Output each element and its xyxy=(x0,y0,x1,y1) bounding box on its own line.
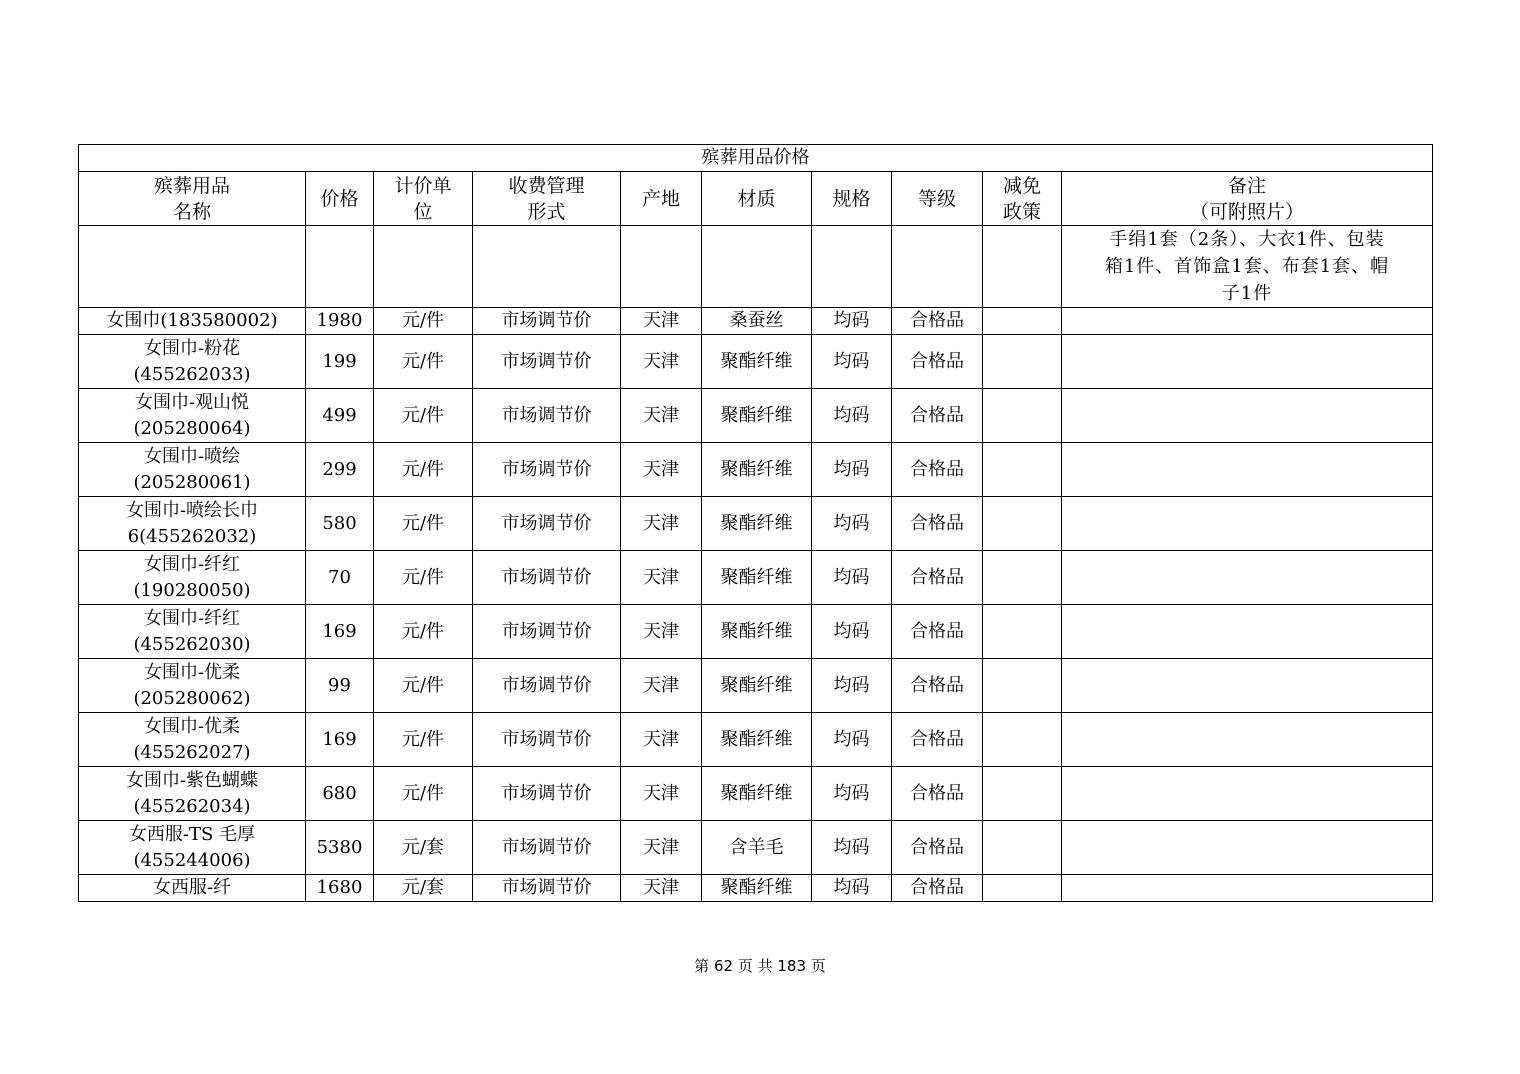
cell-material: 聚酯纤维 xyxy=(702,443,812,497)
cell-price: 299 xyxy=(306,443,374,497)
cell-name-line: (455244006) xyxy=(133,849,251,871)
cell-unit: 元/件 xyxy=(374,551,473,605)
cell-fee-form: 市场调节价 xyxy=(473,767,621,821)
table-row xyxy=(79,335,1433,389)
note-empty-cell xyxy=(621,226,702,308)
table-row xyxy=(79,443,1433,497)
cell-material: 聚酯纤维 xyxy=(702,713,812,767)
cell-unit: 元/件 xyxy=(374,497,473,551)
cell-price: 1680 xyxy=(306,875,374,902)
cell-remark xyxy=(1062,551,1433,605)
cell-spec: 均码 xyxy=(812,713,892,767)
cell-exemption xyxy=(983,443,1062,497)
cell-name xyxy=(79,659,306,713)
cell-unit: 元/件 xyxy=(374,605,473,659)
header-grade: 等级 xyxy=(892,172,983,226)
cell-name-line: 女围巾(183580002) xyxy=(106,310,278,331)
cell-name-line: (455262030) xyxy=(133,633,251,655)
cell-material: 聚酯纤维 xyxy=(702,551,812,605)
remark-note-line1: 手绢1套（2条）、大衣1件、包装 xyxy=(1109,229,1385,250)
table-title: 殡葬用品价格 xyxy=(79,145,1433,172)
cell-origin: 天津 xyxy=(621,497,702,551)
header-exemption-line2: 政策 xyxy=(1002,200,1041,223)
cell-fee-form: 市场调节价 xyxy=(473,443,621,497)
cell-name xyxy=(79,335,306,389)
cell-grade: 合格品 xyxy=(892,443,983,497)
cell-name xyxy=(79,497,306,551)
page-footer xyxy=(0,955,1520,976)
note-empty-cell xyxy=(983,226,1062,308)
note-empty-cell xyxy=(374,226,473,308)
cell-name xyxy=(79,821,306,875)
cell-spec: 均码 xyxy=(812,551,892,605)
cell-unit: 元/套 xyxy=(374,821,473,875)
cell-name-line: (455262027) xyxy=(133,741,251,763)
cell-unit: 元/套 xyxy=(374,875,473,902)
cell-price: 169 xyxy=(306,713,374,767)
table-header-row xyxy=(79,172,1433,226)
cell-price: 580 xyxy=(306,497,374,551)
cell-material: 聚酯纤维 xyxy=(702,875,812,902)
cell-name-line: 女围巾-优柔 xyxy=(143,661,241,683)
cell-exemption xyxy=(983,497,1062,551)
cell-fee-form: 市场调节价 xyxy=(473,335,621,389)
cell-name xyxy=(79,443,306,497)
cell-grade: 合格品 xyxy=(892,875,983,902)
header-exemption-line1: 减免 xyxy=(1002,174,1041,197)
cell-origin: 天津 xyxy=(621,551,702,605)
cell-material: 桑蚕丝 xyxy=(702,308,812,335)
cell-material: 含羊毛 xyxy=(702,821,812,875)
header-fee-form xyxy=(473,172,621,226)
header-unit-line2: 位 xyxy=(413,200,433,223)
cell-fee-form: 市场调节价 xyxy=(473,821,621,875)
header-remark-line1: 备注 xyxy=(1228,174,1267,197)
cell-name-line: (455262034) xyxy=(133,795,251,817)
table-row xyxy=(79,551,1433,605)
header-fee-form-line1: 收费管理 xyxy=(508,174,585,197)
cell-unit: 元/件 xyxy=(374,308,473,335)
cell-remark xyxy=(1062,389,1433,443)
cell-fee-form: 市场调节价 xyxy=(473,497,621,551)
note-empty-cell xyxy=(812,226,892,308)
header-origin: 产地 xyxy=(621,172,702,226)
cell-spec: 均码 xyxy=(812,497,892,551)
cell-exemption xyxy=(983,551,1062,605)
cell-price: 499 xyxy=(306,389,374,443)
cell-remark xyxy=(1062,497,1433,551)
cell-fee-form: 市场调节价 xyxy=(473,389,621,443)
cell-origin: 天津 xyxy=(621,821,702,875)
cell-unit: 元/件 xyxy=(374,335,473,389)
cell-name xyxy=(79,767,306,821)
table-row xyxy=(79,497,1433,551)
cell-spec: 均码 xyxy=(812,443,892,497)
cell-spec: 均码 xyxy=(812,767,892,821)
cell-price: 99 xyxy=(306,659,374,713)
header-name-line1: 殡葬用品 xyxy=(153,174,230,197)
cell-name xyxy=(79,605,306,659)
cell-grade: 合格品 xyxy=(892,551,983,605)
cell-name-line: 女围巾-纤红 xyxy=(143,553,241,575)
table-row xyxy=(79,767,1433,821)
table-row xyxy=(79,605,1433,659)
remark-note-row xyxy=(79,226,1433,308)
cell-grade: 合格品 xyxy=(892,497,983,551)
cell-spec: 均码 xyxy=(812,389,892,443)
cell-name-line: 女围巾-优柔 xyxy=(143,715,241,737)
cell-price: 199 xyxy=(306,335,374,389)
cell-price: 169 xyxy=(306,605,374,659)
cell-grade: 合格品 xyxy=(892,713,983,767)
cell-spec: 均码 xyxy=(812,821,892,875)
footer-current-page: 62 xyxy=(713,957,734,975)
cell-origin: 天津 xyxy=(621,389,702,443)
cell-fee-form: 市场调节价 xyxy=(473,875,621,902)
cell-fee-form: 市场调节价 xyxy=(473,551,621,605)
footer-prefix: 第 xyxy=(694,957,710,975)
remark-note-line3: 子1件 xyxy=(1221,283,1273,304)
cell-origin: 天津 xyxy=(621,443,702,497)
cell-remark xyxy=(1062,335,1433,389)
cell-remark xyxy=(1062,821,1433,875)
cell-origin: 天津 xyxy=(621,767,702,821)
cell-price: 5380 xyxy=(306,821,374,875)
cell-name-line: 女围巾-观山悦 xyxy=(134,391,250,413)
cell-exemption xyxy=(983,875,1062,902)
cell-name xyxy=(79,713,306,767)
cell-price: 1980 xyxy=(306,308,374,335)
cell-name-line: 女围巾-喷绘长巾 xyxy=(125,499,259,521)
cell-grade: 合格品 xyxy=(892,767,983,821)
funeral-goods-price-table xyxy=(78,144,1433,902)
cell-exemption xyxy=(983,821,1062,875)
header-remark xyxy=(1062,172,1433,226)
cell-spec: 均码 xyxy=(812,605,892,659)
header-fee-form-line2: 形式 xyxy=(527,200,566,223)
cell-name-line: (205280062) xyxy=(133,687,251,709)
cell-fee-form: 市场调节价 xyxy=(473,713,621,767)
cell-spec: 均码 xyxy=(812,335,892,389)
remark-note-line2: 箱1件、首饰盒1套、布套1套、帽 xyxy=(1104,256,1390,277)
cell-remark xyxy=(1062,767,1433,821)
cell-grade: 合格品 xyxy=(892,605,983,659)
cell-name-line: (205280064) xyxy=(133,417,251,439)
cell-name-line: (205280061) xyxy=(133,471,251,493)
footer-suffix: 页 xyxy=(810,957,826,975)
cell-exemption xyxy=(983,335,1062,389)
cell-name-line: (455262033) xyxy=(133,363,251,385)
remark-note-text xyxy=(1062,226,1433,308)
cell-unit: 元/件 xyxy=(374,767,473,821)
cell-remark xyxy=(1062,443,1433,497)
cell-name xyxy=(79,875,306,902)
cell-name xyxy=(79,389,306,443)
cell-name xyxy=(79,308,306,335)
cell-exemption xyxy=(983,605,1062,659)
note-empty-cell xyxy=(473,226,621,308)
cell-price: 680 xyxy=(306,767,374,821)
cell-origin: 天津 xyxy=(621,308,702,335)
cell-material: 聚酯纤维 xyxy=(702,389,812,443)
table-row xyxy=(79,875,1433,902)
cell-material: 聚酯纤维 xyxy=(702,659,812,713)
cell-name-line: 女围巾-粉花 xyxy=(143,337,241,359)
cell-name-line: 6(455262032) xyxy=(127,525,257,547)
cell-material: 聚酯纤维 xyxy=(702,497,812,551)
table-row xyxy=(79,659,1433,713)
cell-material: 聚酯纤维 xyxy=(702,767,812,821)
cell-grade: 合格品 xyxy=(892,659,983,713)
note-empty-cell xyxy=(892,226,983,308)
cell-remark xyxy=(1062,875,1433,902)
table-row xyxy=(79,308,1433,335)
note-empty-cell xyxy=(702,226,812,308)
cell-fee-form: 市场调节价 xyxy=(473,659,621,713)
cell-name-line: (190280050) xyxy=(133,579,251,601)
cell-origin: 天津 xyxy=(621,335,702,389)
cell-name-line: 女西服-TS 毛厚 xyxy=(128,823,256,845)
cell-unit: 元/件 xyxy=(374,659,473,713)
cell-grade: 合格品 xyxy=(892,335,983,389)
cell-price: 70 xyxy=(306,551,374,605)
cell-origin: 天津 xyxy=(621,713,702,767)
table-row xyxy=(79,389,1433,443)
header-unit-line1: 计价单 xyxy=(394,174,452,197)
header-remark-line2: （可附照片） xyxy=(1190,200,1305,223)
header-material: 材质 xyxy=(702,172,812,226)
header-exemption xyxy=(983,172,1062,226)
header-name xyxy=(79,172,306,226)
cell-grade: 合格品 xyxy=(892,308,983,335)
cell-remark xyxy=(1062,605,1433,659)
cell-unit: 元/件 xyxy=(374,443,473,497)
cell-unit: 元/件 xyxy=(374,713,473,767)
cell-remark xyxy=(1062,308,1433,335)
cell-name-line: 女围巾-紫色蝴蝶 xyxy=(125,769,259,791)
cell-exemption xyxy=(983,308,1062,335)
cell-spec: 均码 xyxy=(812,659,892,713)
cell-name-line: 女围巾-纤红 xyxy=(143,607,241,629)
cell-spec: 均码 xyxy=(812,875,892,902)
cell-exemption xyxy=(983,389,1062,443)
cell-exemption xyxy=(983,659,1062,713)
cell-grade: 合格品 xyxy=(892,389,983,443)
cell-origin: 天津 xyxy=(621,875,702,902)
cell-material: 聚酯纤维 xyxy=(702,335,812,389)
cell-grade: 合格品 xyxy=(892,821,983,875)
cell-origin: 天津 xyxy=(621,659,702,713)
header-name-line2: 名称 xyxy=(172,200,211,223)
header-unit xyxy=(374,172,473,226)
footer-total-pages: 183 xyxy=(777,957,807,975)
table-row xyxy=(79,821,1433,875)
note-empty-cell xyxy=(79,226,306,308)
header-price: 价格 xyxy=(306,172,374,226)
cell-origin: 天津 xyxy=(621,605,702,659)
table-title-row xyxy=(79,145,1433,172)
cell-exemption xyxy=(983,767,1062,821)
cell-unit: 元/件 xyxy=(374,389,473,443)
cell-fee-form: 市场调节价 xyxy=(473,308,621,335)
footer-middle: 页 共 xyxy=(737,957,773,975)
cell-material: 聚酯纤维 xyxy=(702,605,812,659)
cell-remark xyxy=(1062,713,1433,767)
table-row xyxy=(79,713,1433,767)
cell-remark xyxy=(1062,659,1433,713)
cell-name-line: 女围巾-喷绘 xyxy=(143,445,241,467)
cell-spec: 均码 xyxy=(812,308,892,335)
cell-exemption xyxy=(983,713,1062,767)
cell-name-line: 女西服-纤 xyxy=(152,877,232,898)
cell-fee-form: 市场调节价 xyxy=(473,605,621,659)
header-spec: 规格 xyxy=(812,172,892,226)
note-empty-cell xyxy=(306,226,374,308)
cell-name xyxy=(79,551,306,605)
